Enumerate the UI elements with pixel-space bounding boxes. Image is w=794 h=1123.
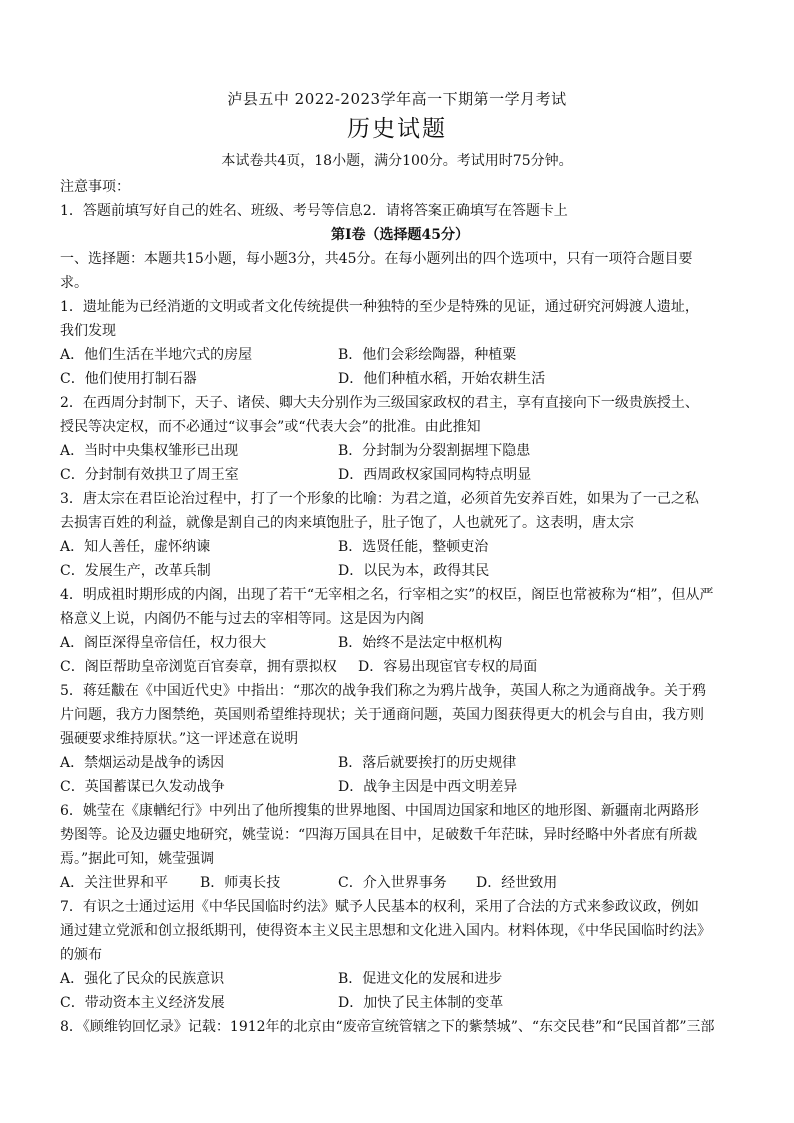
options-row [60, 871, 740, 895]
question-text-line: 焉。”据此可知，姚莹强调 [60, 851, 215, 867]
section-intro-line: 一、选择题：本题共15小题，每小题3分，共45分。在每小题列出的四个选项中，只有一项符合题目要 [60, 251, 693, 267]
question-text-line: 授民等决定权，而不必通过“议事会”或“代表大会”的批准。由此推知 [60, 419, 481, 435]
question-text-line: 的颁布 [60, 947, 102, 963]
option-c: C．带动资本主义经济发展 [60, 995, 225, 1011]
option-d: D．他们种植水稻，开始农耕生活 [338, 371, 546, 387]
options-row [60, 991, 740, 1015]
option-b: B．分封制为分裂割据埋下隐患 [338, 443, 531, 459]
question-2 [60, 391, 740, 487]
exam-title: 泸县五中 2022-2023学年高一下期第一学月考试 [227, 90, 567, 108]
options-row [60, 367, 740, 391]
question-7 [60, 895, 740, 1015]
option-d: D．西周政权家国同构特点明显 [338, 467, 532, 483]
option-c: C．分封制有效拱卫了周王室 [60, 467, 239, 483]
notes-title: 注意事项： [60, 179, 130, 195]
subject-title: 历史试题 [347, 116, 447, 142]
option-a: A．知人善任，虚怀纳谏 [60, 539, 211, 555]
question-text-line: 通过建立党派和创立报纸期刊，使得资本主义民主思想和文化进入国内。材料体现，《中华民国临时约法》 [60, 923, 711, 939]
option-b: B．选贤任能，整顿吏治 [338, 539, 489, 555]
question-1 [60, 295, 740, 391]
question-text-line: 6．姚莹在《康輶纪行》中列出了他所搜集的世界地图、中国周边国家和地区的地形图、新疆南北两路形 [60, 803, 699, 819]
question-text-line: 4．明成祖时期形成的内阁，出现了若干“无宰相之名，行宰相之实”的权臣，阁臣也常被称为“相”，但从严 [60, 587, 714, 603]
option-b: B．始终不是法定中枢机构 [338, 635, 503, 651]
options-row [60, 631, 740, 655]
option-a: A．关注世界和平 [60, 875, 169, 891]
option-a: A．禁烟运动是战争的诱因 [60, 755, 225, 771]
options-row [60, 967, 740, 991]
question-text-line: 7．有识之士通过运用《中华民国临时约法》赋予人民基本的权利，采用了合法的方式来参政议政，例如 [60, 899, 699, 915]
option-c: C．他们使用打制石器 [60, 371, 197, 387]
options-row [60, 343, 740, 367]
question-text-line: 1．遗址能为已经消逝的文明或者文化传统提供一种独特的至少是特殊的见证，通过研究河姆渡人遗址， [60, 299, 699, 315]
option-b: B．师夷长技 [200, 875, 281, 891]
option-b: B．促进文化的发展和进步 [338, 971, 503, 987]
question-text-line: 我们发现 [60, 323, 116, 339]
question-4 [60, 583, 740, 679]
options-row [60, 463, 740, 487]
question-text-line: 2．在西周分封制下，天子、诸侯、卿大夫分别作为三级国家政权的君主，享有直接向下一级贵族授土、 [60, 395, 699, 411]
question-text-line: 8．《顾维钧回忆录》记载：1912年的北京由“废帝宣统管辖之下的紫禁城”、“东交民巷”和“民国首都”三部 [60, 1019, 715, 1035]
option-a: A．当时中央集权雏形已出现 [60, 443, 239, 459]
option-c: C．发展生产，改革兵制 [60, 563, 211, 579]
option-c: C．介入世界事务 [338, 875, 447, 891]
question-8 [60, 1015, 740, 1039]
option-d: D．战争主因是中西文明差异 [338, 779, 518, 795]
question-3 [60, 487, 740, 583]
options-row [60, 655, 740, 679]
question-5 [60, 679, 740, 799]
option-a: A．强化了民众的民族意识 [60, 971, 225, 987]
option-d: D．经世致用 [476, 875, 558, 891]
question-text-line: 去损害百姓的利益，就像是割自己的肉来填饱肚子，肚子饱了，人也就死了。这表明，唐太宗 [60, 515, 634, 531]
question-text-line: 格意义上说，内阁仍不能与过去的宰相等同。这是因为内阁 [60, 611, 424, 627]
option-c: C．阁臣帮助皇帝浏览百官奏章，拥有票拟权 [60, 659, 337, 675]
question-text-line: 势图等。论及边疆史地研究，姚莹说：“四海万国具在目中，足破数千年茫昧，异时经略中外者庶有所裁 [60, 827, 698, 843]
section-intro-line: 求。 [60, 275, 88, 291]
question-6 [60, 799, 740, 895]
options-row [60, 751, 740, 775]
option-d: D．加快了民主体制的变革 [338, 995, 504, 1011]
question-text-line: 强硬要求维持原状。”这一评述意在说明 [60, 731, 299, 747]
question-text-line: 3．唐太宗在君臣论治过程中，打了一个形象的比喻：为君之道，必须首先安养百姓，如果为了一己之私 [60, 491, 699, 507]
option-d: D．容易出现宦官专权的局面 [358, 659, 538, 675]
question-text-line: 5．蒋廷黻在《中国近代史》中指出：“那次的战争我们称之为鸦片战争，英国人称之为通商战争。关于鸦 [60, 683, 707, 699]
option-d: D．以民为本，政得其民 [338, 563, 490, 579]
options-row [60, 535, 740, 559]
option-a: A．他们生活在半地穴式的房屋 [60, 347, 253, 363]
option-b: B．落后就要挨打的历史规律 [338, 755, 517, 771]
options-row [60, 775, 740, 799]
options-row [60, 439, 740, 463]
question-text-line: 片问题，我方力图禁绝，英国则希望维持现状；关于通商问题，英国力图获得更大的机会与自由，我方则 [60, 707, 704, 723]
exam-content [60, 175, 740, 1039]
notes-item: 1．答题前填写好自己的姓名、班级、考号等信息2．请将答案正确填写在答题卡上 [60, 203, 568, 219]
option-a: A．阁臣深得皇帝信任，权力很大 [60, 635, 267, 651]
exam-info: 本试卷共4页，18小题，满分100分。考试用时75分钟。 [221, 153, 573, 169]
option-c: C．英国蓄谋已久发动战争 [60, 779, 225, 795]
option-b: B．他们会彩绘陶器，种植粟 [338, 347, 517, 363]
section-heading: 第Ⅰ卷（选择题45分） [330, 227, 470, 243]
options-row [60, 559, 740, 583]
